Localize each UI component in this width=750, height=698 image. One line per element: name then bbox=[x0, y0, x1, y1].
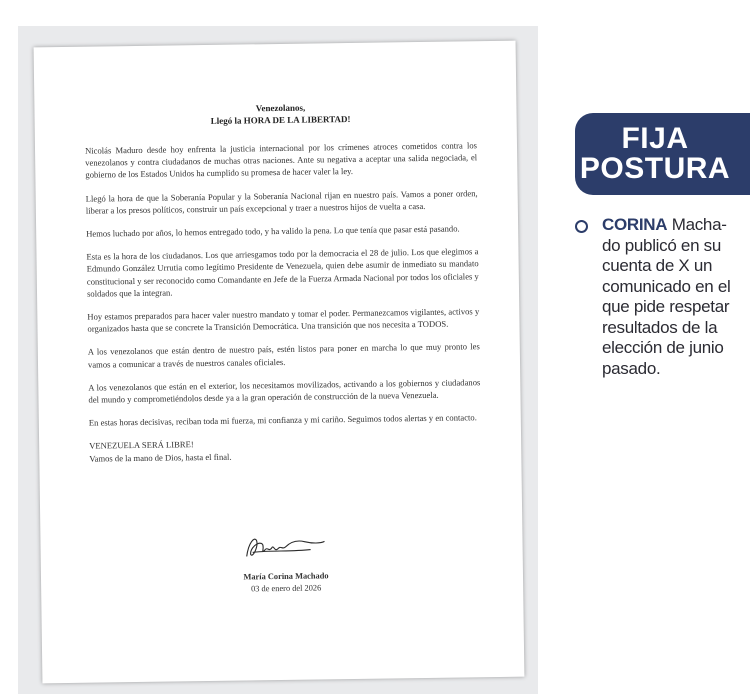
signatory-name: María Corina Machado bbox=[243, 571, 329, 582]
handwritten-signature bbox=[240, 529, 330, 564]
closing-line: Vamos de la mano de Dios, hasta el final. bbox=[89, 451, 232, 464]
letter-paragraph: Hemos luchado por años, lo hemos entregado todo, y ha valido la pena. Lo que tenía que pasar está pasando. bbox=[86, 223, 460, 239]
letter-document bbox=[34, 41, 525, 684]
caption-line: cuenta de X un bbox=[602, 256, 713, 275]
letter-paragraph: Esta es la hora de los ciudadanos. Los que arriesgamos todo por la democracia el 28 de julio. Los que elegimos a Edmundo González Urrutia como legítimo Presidente de Venezuela, quien debe asumir de inmediato su mandato constitucional y ser reconocido como Comandante en Jefe de la Fuerza Armada Nacional por todos los oficiales y soldados que la integran. bbox=[86, 246, 479, 299]
letter-title: Llegó la HORA DE LA LIBERTAD! bbox=[210, 113, 351, 126]
caption-line: Macha- bbox=[671, 215, 727, 234]
letter-paragraph: Llegó la hora de que la Soberanía Popular y la Soberanía Nacional rijan en nuestro país. Vamos a poner orden, liberar a los presos políticos, construir un país excepcional y traer a nuestros hijos de vuelta a casa. bbox=[85, 187, 478, 216]
caption-line: do publicó en su bbox=[602, 235, 722, 255]
letter-paragraph: En estas horas decisivas, reciban toda mi fuerza, mi confianza y mi cariño. Seguimos todos alertas y en contacto. bbox=[88, 412, 477, 428]
letter-date: 03 de enero del 2026 bbox=[250, 583, 322, 594]
letter-heading bbox=[84, 99, 476, 128]
letter-paragraph: A los venezolanos que están dentro de nuestro país, estén listos para poner en marcha lo que muy pronto les vamos a comunicar a través de nuestros canales oficiales. bbox=[87, 341, 480, 370]
letter-paragraph: Nicolás Maduro desde hoy enfrenta la justicia internacional por los crímenes atroces cometidos contra los venezolanos y contra ciudadanos de muchas otras naciones. Ante su negativa a aceptar una salida negociada, el gobierno de los Estados Unidos ha cumplido su promesa de hacer valer la ley. bbox=[84, 140, 478, 181]
caption-line: que pide respetar bbox=[602, 297, 730, 316]
caption-text bbox=[602, 215, 750, 379]
closing-line: VENEZUELA SERÁ LIBRE! bbox=[89, 439, 194, 452]
section-badge bbox=[575, 113, 750, 195]
letter-body bbox=[84, 99, 481, 464]
caption-line: pasado. bbox=[602, 358, 661, 378]
caption-line: elección de junio bbox=[602, 338, 724, 357]
badge-line-1: FIJA bbox=[621, 122, 689, 155]
letter-paragraph: Hoy estamos preparados para hacer valer nuestro mandato y tomar el poder. Permanezcamos vigilantes, activos y organizados hasta que se concrete la Transición Democrática. Una transición que nos necesita a TODOS. bbox=[87, 306, 480, 334]
caption-line: resultados de la bbox=[602, 317, 718, 337]
letter-paragraph: A los venezolanos que están en el exterior, los necesitamos movilizados, activando a los gobiernos y ciudadanos del mundo y comprometiéndolos desde ya a la gran operación de construcción de la nueva Venezuela. bbox=[88, 377, 481, 405]
letter-salutation: Venezolanos, bbox=[255, 102, 306, 114]
caption-lead: CORINA bbox=[602, 215, 668, 234]
circle-bullet-icon bbox=[575, 220, 588, 233]
badge-line-2: POSTURA bbox=[579, 152, 731, 185]
letter-closing bbox=[89, 435, 481, 465]
caption-line: comunicado en el bbox=[602, 276, 731, 296]
